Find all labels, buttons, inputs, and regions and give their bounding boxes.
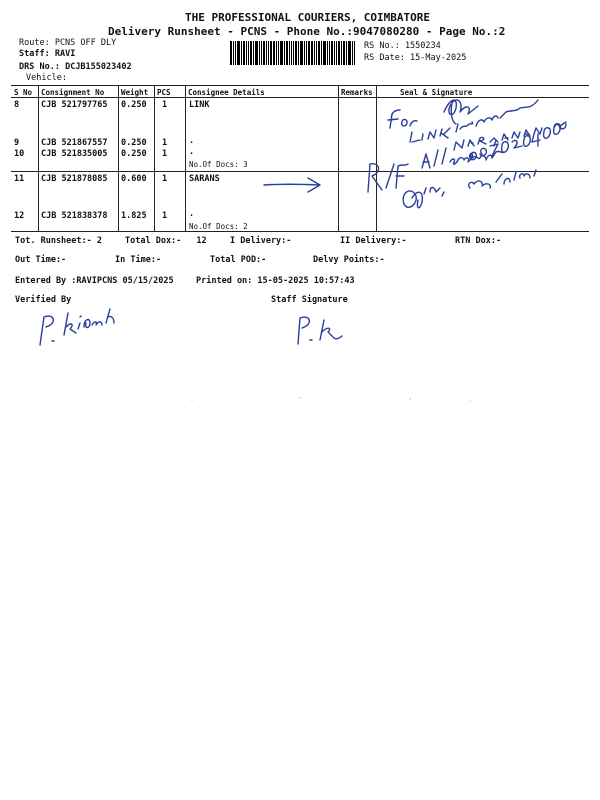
col-divider	[185, 85, 186, 231]
staff-signature	[292, 310, 352, 350]
tot-runsheet: Tot. Runsheet:- 2	[15, 236, 102, 246]
seal-handwriting	[360, 92, 590, 232]
barcode-bar	[323, 41, 326, 65]
barcode-bar	[300, 41, 303, 65]
row-sno: 10	[14, 149, 25, 159]
row-sno: 8	[14, 100, 20, 110]
barcode-bar	[268, 41, 269, 65]
table-top-rule	[11, 85, 589, 86]
barcode-bar	[348, 41, 351, 65]
barcode-bar	[235, 41, 236, 65]
vehicle: Vehicle:	[26, 73, 67, 83]
staff-signature-label: Staff Signature	[271, 295, 348, 305]
barcode-bar	[308, 41, 310, 65]
barcode-bar	[286, 41, 288, 65]
barcode-bar	[346, 41, 347, 65]
barcode-bar	[289, 41, 290, 65]
barcode-bar	[334, 41, 335, 65]
row-sno: 12	[14, 211, 25, 221]
row-consignee: .	[189, 136, 195, 146]
row-pcs: 1	[162, 149, 168, 159]
row-consignment: CJB 521878085	[41, 174, 108, 184]
col-divider	[118, 85, 119, 231]
col-header-pcs: PCS	[157, 88, 171, 97]
barcode-bar	[331, 41, 333, 65]
route: Route: PCNS OFF DLY	[19, 38, 117, 48]
row-weight: 0.600	[121, 174, 147, 184]
staff-label: Staff:	[19, 49, 50, 59]
barcode-bar	[284, 41, 285, 65]
drs-value: DCJB155023402	[65, 62, 132, 72]
row-pcs: 1	[162, 138, 168, 148]
docs-count-note: No.Of Docs: 2	[189, 222, 248, 231]
row-consignee: .	[189, 147, 195, 157]
docs-count-note: No.Of Docs: 3	[189, 160, 248, 169]
col-header-sno: S No	[14, 88, 33, 97]
row-pcs: 1	[162, 174, 168, 184]
barcode-bar	[338, 41, 340, 65]
barcode-bar	[230, 41, 232, 65]
barcode-bar	[261, 41, 262, 65]
row-consignment: CJB 521835005	[41, 149, 108, 159]
row-consignment: CJB 521797765	[41, 100, 108, 110]
total-pod: Total POD:-	[210, 255, 267, 265]
drs-label: DRS No.:	[19, 62, 60, 72]
drs-row	[19, 62, 132, 72]
barcode-bar	[241, 41, 242, 65]
barcode-bar	[276, 41, 277, 65]
barcode-bar	[311, 41, 313, 65]
out-time: Out Time:-	[15, 255, 67, 265]
in-time: In Time:-	[115, 255, 162, 265]
barcode-bar	[354, 41, 355, 65]
col-header-consignment: Consignment No	[41, 88, 105, 97]
col-header-weight: Weight	[121, 88, 149, 97]
barcode-bar	[343, 41, 345, 65]
barcode-bar	[253, 41, 254, 65]
total-dox-value: 12	[196, 236, 207, 246]
barcode-bar	[327, 41, 328, 65]
ii-delivery: II Delivery:-	[340, 236, 407, 246]
rtn-dox: RTN Dox:-	[455, 236, 502, 246]
col-header-seal: Seal & Signature	[400, 88, 473, 97]
staff-row	[19, 49, 75, 59]
printed-on: Printed on: 15-05-2025 10:57:43	[196, 276, 355, 286]
row-consignment: CJB 521867557	[41, 138, 108, 148]
rs-number: RS No.: 1550234	[364, 41, 441, 51]
barcode-bar	[336, 41, 337, 65]
barcode-bar	[255, 41, 258, 65]
handwritten-arrow	[262, 176, 324, 194]
barcode-bar	[243, 41, 245, 65]
verified-by-label: Verified By	[15, 295, 72, 305]
barcode-bar	[304, 41, 305, 65]
runsheet-title: Delivery Runsheet - PCNS - Phone No.:9047080280 - Page No.:2	[108, 25, 506, 38]
delvy-points: Delvy Points:-	[313, 255, 385, 265]
col-divider	[338, 85, 339, 231]
barcode-bar	[278, 41, 279, 65]
barcode-bar	[352, 41, 353, 65]
col-divider	[154, 85, 155, 231]
barcode-bar	[237, 41, 240, 65]
row-sno: 11	[14, 174, 25, 184]
row-weight: 0.250	[121, 138, 147, 148]
barcode-bar	[293, 41, 294, 65]
col-header-consignee: Consignee Details	[188, 88, 265, 97]
row-pcs: 1	[162, 100, 168, 110]
row-consignment: CJB 521838378	[41, 211, 108, 221]
row-consignee: .	[189, 209, 195, 219]
barcode-bar	[263, 41, 265, 65]
barcode-bar	[273, 41, 275, 65]
i-delivery: I Delivery:-	[230, 236, 292, 246]
row-weight: 0.250	[121, 149, 147, 159]
verified-signature	[30, 305, 130, 350]
barcode-bar	[246, 41, 247, 65]
entered-by: Entered By :RAVIPCNS 05/15/2025	[15, 276, 174, 286]
total-dox	[125, 236, 207, 246]
company-name: THE PROFESSIONAL COURIERS, COIMBATORE	[185, 11, 431, 24]
barcode-bar	[298, 41, 299, 65]
total-dox-label: Total Dox:-	[125, 236, 182, 246]
barcode-bar	[250, 41, 252, 65]
row-sno: 9	[14, 138, 20, 148]
col-header-remarks: Remarks	[341, 88, 373, 97]
staff-value: RAVI	[54, 49, 76, 59]
scan-artifacts	[0, 390, 600, 410]
barcode-bar	[248, 41, 249, 65]
barcode-bar	[259, 41, 260, 65]
barcode-bar	[291, 41, 292, 65]
row-weight: 0.250	[121, 100, 147, 110]
barcode-bar	[329, 41, 330, 65]
row-weight: 1.825	[121, 211, 147, 221]
barcode-bar	[341, 41, 342, 65]
barcode-bar	[295, 41, 297, 65]
row-pcs: 1	[162, 211, 168, 221]
barcode-bar	[314, 41, 315, 65]
col-divider	[38, 85, 39, 231]
barcode-image	[230, 41, 358, 65]
barcode-bar	[280, 41, 283, 65]
barcode-bar	[233, 41, 234, 65]
barcode-bar	[306, 41, 307, 65]
barcode-bar	[270, 41, 272, 65]
barcode-bar	[321, 41, 322, 65]
barcode-bar	[316, 41, 317, 65]
rs-date: RS Date: 15-May-2025	[364, 53, 467, 63]
barcode-bar	[266, 41, 267, 65]
row-consignee: LINK	[189, 100, 210, 110]
barcode-bar	[318, 41, 320, 65]
row-consignee: SARANS	[189, 174, 220, 184]
